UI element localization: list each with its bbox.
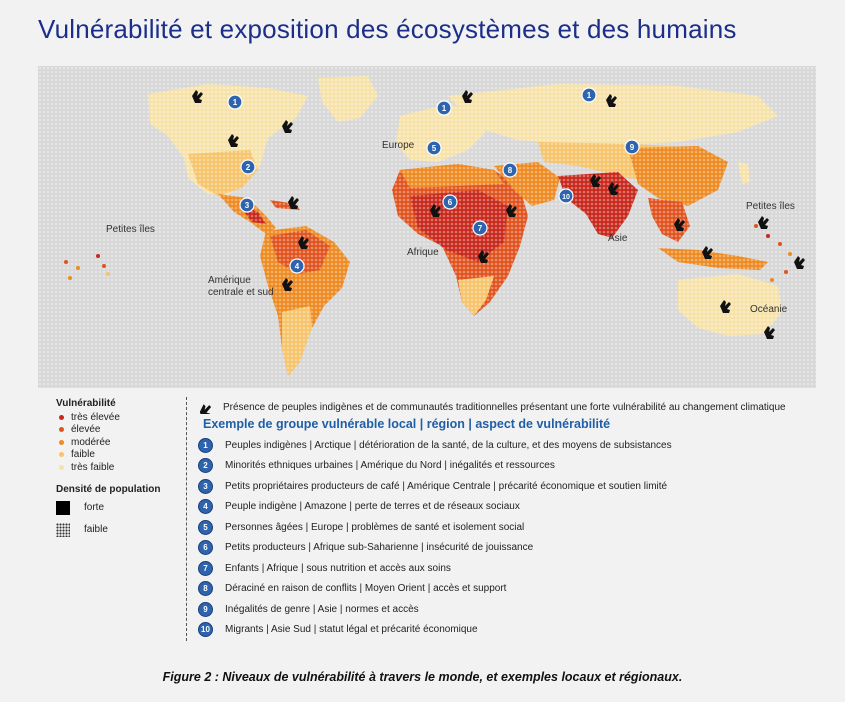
world-map [38, 66, 816, 388]
map-number-marker [437, 101, 451, 115]
example-text: Minorités ethniques urbaines | Amérique du Nord | inégalités et ressources [225, 460, 555, 472]
map-number-label: 1 [586, 91, 592, 100]
map-number-label: 8 [507, 166, 513, 175]
example-row [198, 456, 828, 477]
example-row [198, 599, 828, 620]
map-number-label: 1 [232, 98, 238, 107]
region-label-amerique-line1: Amérique [208, 275, 251, 286]
region-label-petites-iles-west: Petites îles [106, 224, 155, 235]
example-row [198, 497, 828, 518]
example-text: Peuple indigène | Amazone | perte de terres et de réseaux sociaux [225, 501, 520, 513]
example-number-badge: 10 [198, 622, 213, 637]
indigenous-legend-row [198, 399, 828, 415]
map-number-label: 6 [447, 198, 453, 207]
example-row [198, 620, 828, 641]
map-number-label: 9 [629, 143, 635, 152]
example-text: Peuples indigènes | Arctique | détérioration de la santé, de la culture, et des moyens de subsistances [225, 439, 672, 451]
example-number-badge: 9 [198, 602, 213, 617]
map-number-marker [625, 140, 639, 154]
legend-left [56, 398, 176, 541]
vulnerability-item [56, 436, 176, 449]
example-number-badge: 3 [198, 479, 213, 494]
vulnerability-item [56, 449, 176, 462]
example-row [198, 558, 828, 579]
map-number-label: 4 [294, 262, 300, 271]
black-hand-icon [198, 400, 213, 414]
example-number-badge: 7 [198, 561, 213, 576]
map-number-label: 2 [245, 163, 251, 172]
map-number-marker [443, 195, 457, 209]
legend-right [198, 399, 828, 640]
density-faible-swatch [56, 523, 70, 537]
density-item-faible [56, 519, 176, 541]
example-number-badge: 8 [198, 581, 213, 596]
map-number-marker [473, 221, 487, 235]
figure-caption: Figure 2 : Niveaux de vulnérabilité à travers le monde, et exemples locaux et régionaux. [162, 670, 683, 684]
map-number-marker [427, 141, 441, 155]
region-label-asie: Asie [608, 233, 628, 244]
map-number-marker [582, 88, 596, 102]
map-number-marker [228, 95, 242, 109]
vulnerability-label: élevée [71, 424, 101, 436]
example-text: Migrants | Asie Sud | statut légal et précarité économique [225, 624, 478, 636]
vulnerability-heading: Vulnérabilité [56, 398, 116, 409]
vulnerability-swatch [59, 440, 64, 445]
example-text: Enfants | Afrique | sous nutrition et accès aux soins [225, 562, 451, 574]
example-text: Déraciné en raison de conflits | Moyen Orient | accès et support [225, 583, 507, 595]
vulnerability-item [56, 411, 176, 424]
example-text: Personnes âgées | Europe | problèmes de santé et isolement social [225, 521, 525, 533]
density-forte-swatch [56, 501, 70, 515]
map-number-marker [241, 160, 255, 174]
vulnerability-swatch [59, 452, 64, 457]
map-number-marker [290, 259, 304, 273]
vulnerability-swatch [59, 465, 64, 470]
vulnerability-label: très faible [71, 461, 115, 473]
vulnerability-item [56, 461, 176, 474]
example-row [198, 435, 828, 456]
density-forte-label: forte [84, 502, 105, 513]
map-number-marker [240, 198, 254, 212]
map-number-label: 3 [244, 201, 250, 210]
region-label-oceanie: Océanie [750, 304, 788, 315]
map-number-label: 7 [477, 224, 483, 233]
region-label-amerique [208, 275, 274, 299]
example-row [198, 579, 828, 600]
vulnerability-label: faible [71, 449, 95, 461]
example-text: Inégalités de genre | Asie | normes et accès [225, 603, 419, 615]
vulnerability-label: très élevée [71, 411, 120, 423]
vulnerability-item [56, 424, 176, 437]
density-heading: Densité de population [56, 483, 161, 495]
examples-heading: Exemple de groupe vulnérable local | région | aspect de vulnérabilité [203, 417, 611, 431]
examples-list [198, 435, 828, 640]
vulnerability-swatch [59, 427, 64, 432]
example-text: Petits producteurs | Afrique sub-Saharienne | insécurité de jouissance [225, 542, 534, 554]
map-number-marker [503, 163, 517, 177]
example-row [198, 538, 828, 559]
density-item-forte [56, 497, 176, 519]
vulnerability-label: modérée [71, 436, 111, 448]
example-number-badge: 1 [198, 438, 213, 453]
example-number-badge: 6 [198, 540, 213, 555]
region-label-petites-iles-east: Petites îles [746, 201, 795, 212]
example-number-badge: 5 [198, 520, 213, 535]
region-label-europe: Europe [382, 140, 415, 151]
example-row [198, 517, 828, 538]
map-number-label: 5 [431, 144, 437, 153]
example-number-badge: 2 [198, 458, 213, 473]
indigenous-legend-text: Présence de peuples indigènes et de communautés traditionnelles présentant une forte vulnérabilité au changement climatique [223, 401, 786, 413]
density-faible-label: faible [84, 524, 108, 535]
map-number-marker [559, 189, 573, 203]
example-text: Petits propriétaires producteurs de café | Amérique Centrale | précarité économique et soutien limité [225, 480, 668, 492]
example-row [198, 476, 828, 497]
map-number-label: 10 [562, 194, 570, 201]
vulnerability-swatch [59, 415, 64, 420]
example-number-badge: 4 [198, 499, 213, 514]
legend-divider [186, 397, 187, 641]
page-title: Vulnérabilité et exposition des écosystèmes et des humains [38, 14, 737, 44]
region-label-amerique-line2: centrale et sud [208, 287, 274, 298]
region-label-afrique: Afrique [407, 247, 439, 258]
map-number-label: 1 [441, 104, 447, 113]
vulnerability-list [56, 411, 176, 474]
